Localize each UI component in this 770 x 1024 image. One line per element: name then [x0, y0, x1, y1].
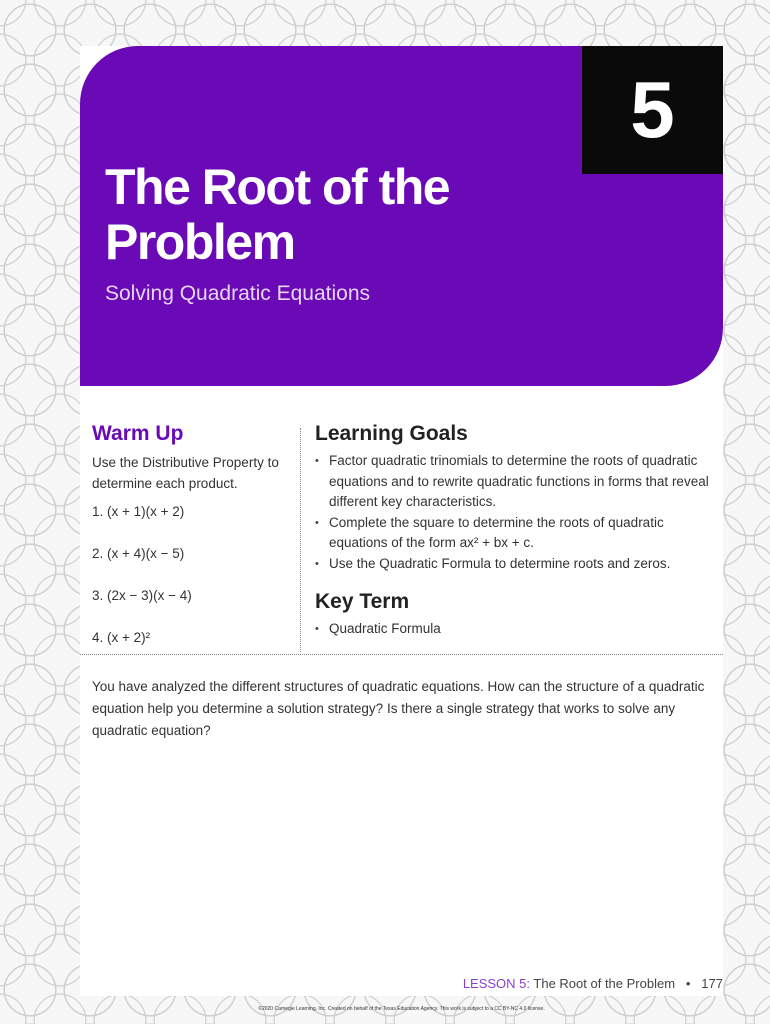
warm-up-problem-3: 3. (2x − 3)(x − 4)	[92, 588, 192, 603]
copyright-notice: ©2020 Carnegie Learning, Inc. Created on behalf of the Texas Education Agency. This work is subject to a CC BY-NC 4.0 license.	[258, 1006, 545, 1012]
key-term-heading: Key Term	[315, 590, 410, 613]
learning-goals-list	[315, 451, 710, 574]
footer-lesson-title: The Root of the Problem	[533, 976, 676, 991]
key-term-list	[315, 619, 710, 640]
warm-up-problem-1: 1. (x + 1)(x + 2)	[92, 504, 185, 519]
warm-up-problem-2: 2. (x + 4)(x − 5)	[92, 546, 185, 561]
footer-lesson-label: LESSON 5:	[462, 976, 531, 991]
lesson-subtitle: Solving Quadratic Equations	[105, 282, 370, 305]
page-number: 177	[701, 976, 723, 991]
lesson-number-badge: 5	[582, 46, 723, 174]
warm-up-problem-4: 4. (x + 2)²	[92, 630, 151, 645]
learning-goal-item: • Factor quadratic trinomials to determine the roots of quadratic equations and to rewrite quadratic functions in forms that reveal different key characteristics.	[315, 451, 710, 513]
section-divider	[80, 654, 723, 655]
learning-goal-item: • Use the Quadratic Formula to determine roots and zeros.	[315, 554, 710, 575]
lesson-title: The Root of the Problem	[105, 159, 450, 270]
learning-goals-section	[315, 422, 710, 640]
learning-goal-item: • Complete the square to determine the roots of quadratic equations of the form ax² + bx + c.	[315, 513, 710, 554]
intro-paragraph: You have analyzed the different structures of quadratic equations. How can the structure of a quadratic equation help you determine a solution strategy? Is there a single strategy that works to solve any quadratic equation?	[92, 678, 705, 738]
footer-separator: •	[685, 976, 691, 991]
key-term-item: • Quadratic Formula	[315, 619, 710, 640]
column-divider	[300, 428, 301, 652]
warm-up-heading: Warm Up	[92, 422, 184, 445]
warm-up-section	[92, 422, 297, 670]
warm-up-intro: Use the Distributive Property to determine each product.	[92, 455, 279, 491]
learning-goals-heading: Learning Goals	[315, 422, 468, 445]
page-footer	[400, 976, 723, 991]
